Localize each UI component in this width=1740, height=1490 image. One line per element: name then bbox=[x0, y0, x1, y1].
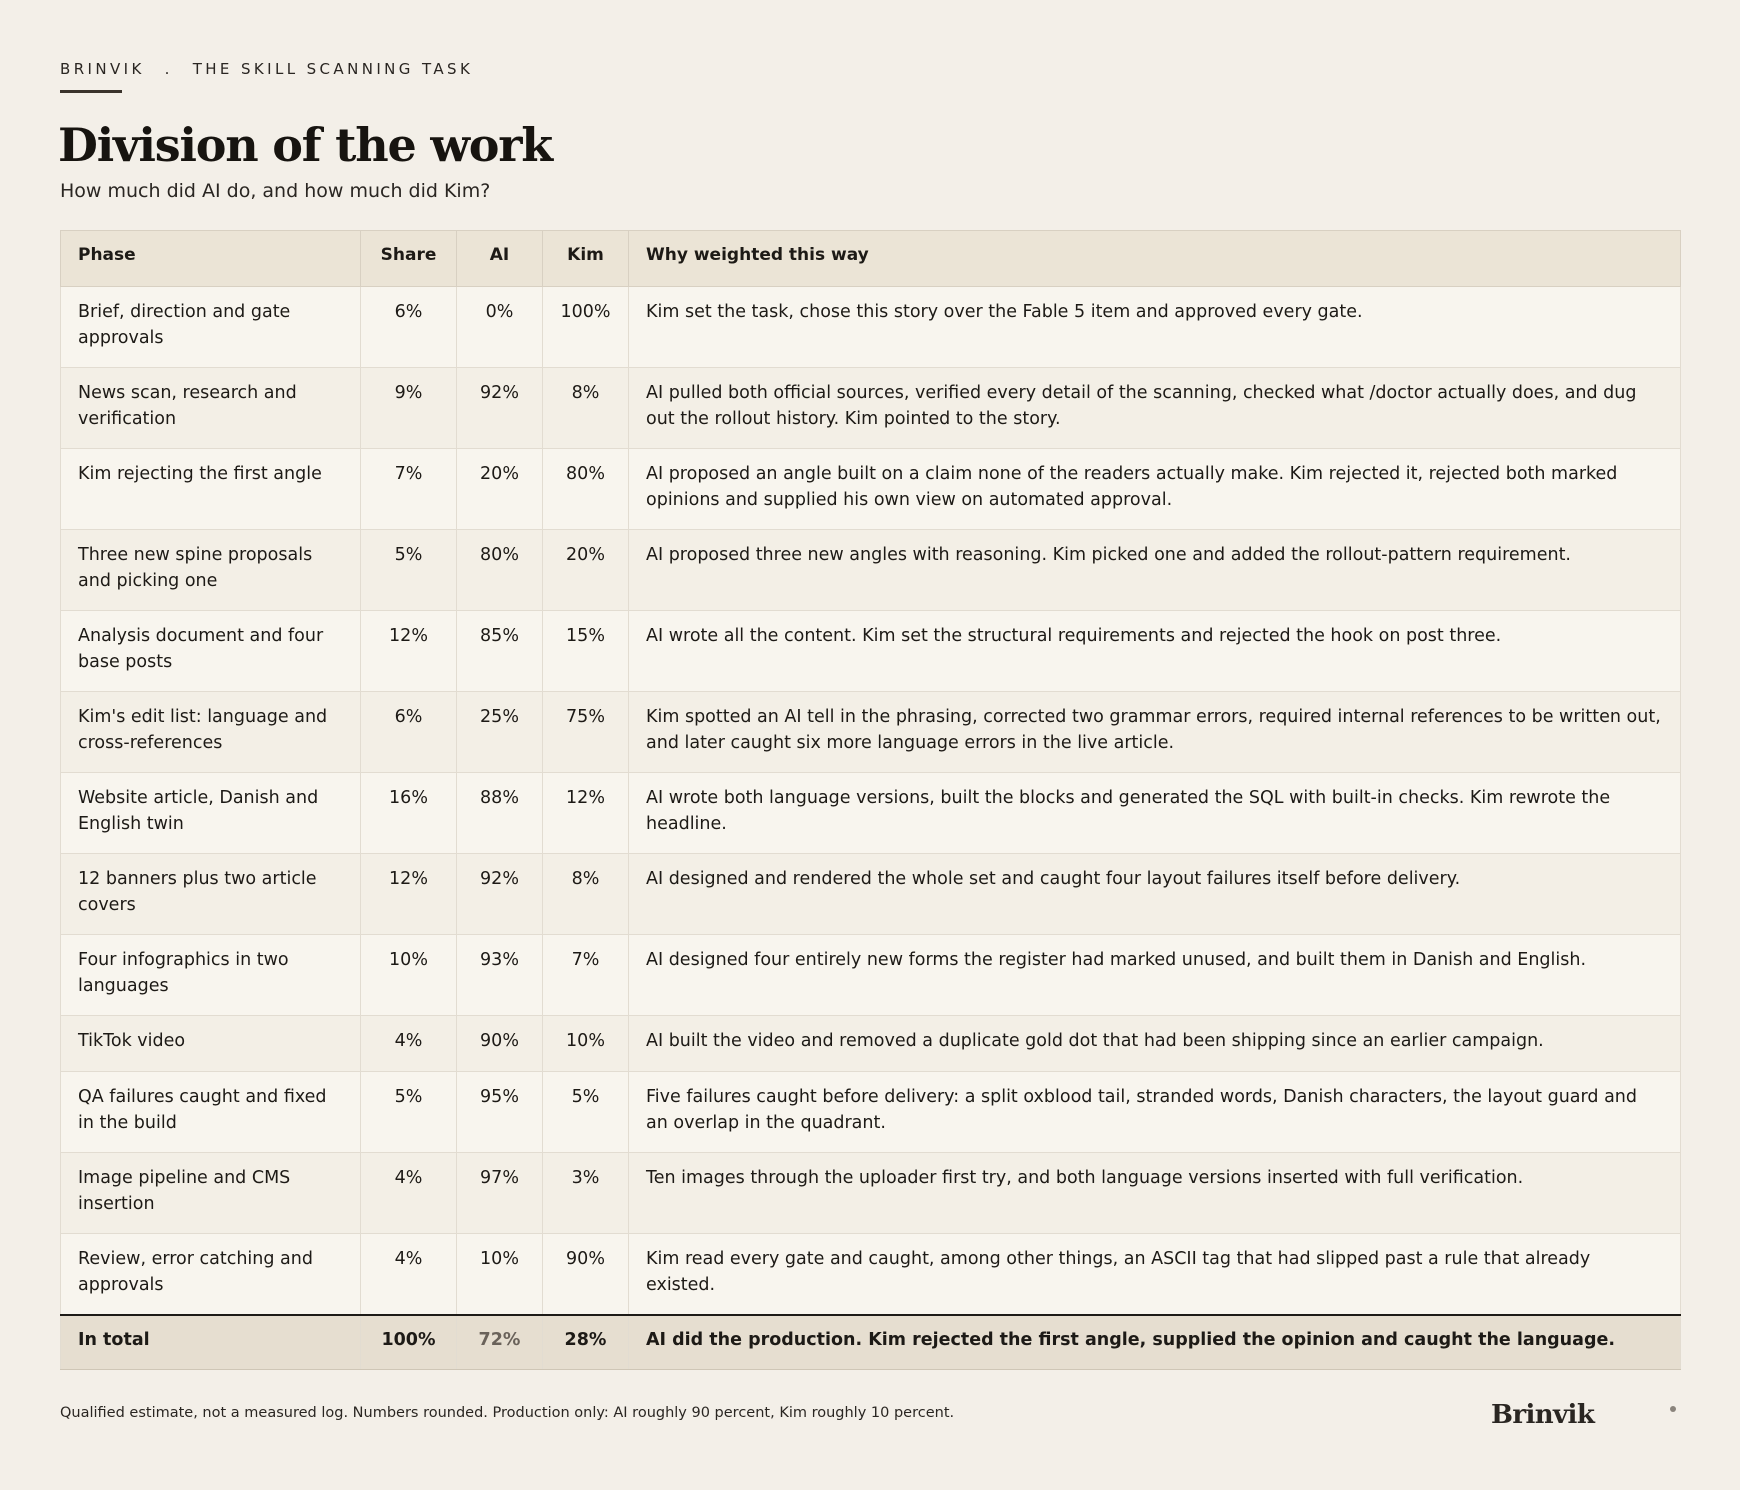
cell-phase: Website article, Danish and English twin bbox=[61, 773, 361, 854]
cell-ai: 92% bbox=[457, 854, 543, 935]
cell-ai: 10% bbox=[457, 1234, 543, 1315]
cell-ai: 93% bbox=[457, 935, 543, 1016]
cell-phase: Analysis document and four base posts bbox=[61, 611, 361, 692]
cell-ai: 20% bbox=[457, 449, 543, 530]
total-share: 100% bbox=[361, 1315, 457, 1370]
kicker-brand: BRINVIK bbox=[60, 60, 145, 78]
cell-kim: 8% bbox=[543, 854, 629, 935]
table-row bbox=[61, 1072, 1681, 1153]
table-row bbox=[61, 935, 1681, 1016]
cell-share: 5% bbox=[361, 530, 457, 611]
cell-share: 10% bbox=[361, 935, 457, 1016]
page-title: Division of the work bbox=[58, 118, 552, 172]
cell-why: AI designed four entirely new forms the register had marked unused, and built them in Danish and English. bbox=[629, 935, 1681, 1016]
cell-share: 4% bbox=[361, 1234, 457, 1315]
kicker bbox=[60, 60, 473, 78]
table-row bbox=[61, 1016, 1681, 1072]
table-row bbox=[61, 692, 1681, 773]
total-row bbox=[61, 1315, 1681, 1370]
cell-ai: 92% bbox=[457, 368, 543, 449]
cell-kim: 8% bbox=[543, 368, 629, 449]
kicker-separator: . bbox=[164, 60, 173, 78]
cell-kim: 10% bbox=[543, 1016, 629, 1072]
cell-kim: 90% bbox=[543, 1234, 629, 1315]
total-why: AI did the production. Kim rejected the first angle, supplied the opinion and caught the language. bbox=[629, 1315, 1681, 1370]
cell-kim: 80% bbox=[543, 449, 629, 530]
cell-kim: 75% bbox=[543, 692, 629, 773]
cell-share: 4% bbox=[361, 1153, 457, 1234]
cell-phase: News scan, research and verification bbox=[61, 368, 361, 449]
cell-phase: Brief, direction and gate approvals bbox=[61, 287, 361, 368]
cell-kim: 100% bbox=[543, 287, 629, 368]
division-table bbox=[60, 230, 1681, 1370]
cell-ai: 95% bbox=[457, 1072, 543, 1153]
cell-ai: 0% bbox=[457, 287, 543, 368]
cell-phase: 12 banners plus two article covers bbox=[61, 854, 361, 935]
column-header-phase: Phase bbox=[61, 231, 361, 287]
table-row bbox=[61, 1234, 1681, 1315]
total-ai: 72% bbox=[457, 1315, 543, 1370]
corner-dot bbox=[1670, 1406, 1676, 1412]
cell-ai: 80% bbox=[457, 530, 543, 611]
table-row bbox=[61, 287, 1681, 368]
cell-why: AI pulled both official sources, verified every detail of the scanning, checked what /doctor actually does, and dug out the rollout history. Kim pointed to the story. bbox=[629, 368, 1681, 449]
cell-phase: Review, error catching and approvals bbox=[61, 1234, 361, 1315]
kicker-underline bbox=[60, 90, 122, 93]
cell-why: Five failures caught before delivery: a split oxblood tail, stranded words, Danish characters, the layout guard and an overlap in the quadrant. bbox=[629, 1072, 1681, 1153]
cell-why: AI proposed an angle built on a claim none of the readers actually make. Kim rejected it, rejected both marked opinions and supplied his own view on automated approval. bbox=[629, 449, 1681, 530]
cell-phase: QA failures caught and fixed in the build bbox=[61, 1072, 361, 1153]
cell-kim: 12% bbox=[543, 773, 629, 854]
column-header-share: Share bbox=[361, 231, 457, 287]
kicker-section: THE SKILL SCANNING TASK bbox=[192, 60, 474, 78]
total-kim: 28% bbox=[543, 1315, 629, 1370]
cell-share: 7% bbox=[361, 449, 457, 530]
cell-kim: 7% bbox=[543, 935, 629, 1016]
cell-why: Kim read every gate and caught, among other things, an ASCII tag that had slipped past a rule that already existed. bbox=[629, 1234, 1681, 1315]
table-row bbox=[61, 1153, 1681, 1234]
cell-why: Ten images through the uploader first try, and both language versions inserted with full verification. bbox=[629, 1153, 1681, 1234]
cell-ai: 97% bbox=[457, 1153, 543, 1234]
cell-share: 4% bbox=[361, 1016, 457, 1072]
cell-phase: TikTok video bbox=[61, 1016, 361, 1072]
cell-why: AI proposed three new angles with reasoning. Kim picked one and added the rollout-pattern requirement. bbox=[629, 530, 1681, 611]
cell-why: AI designed and rendered the whole set and caught four layout failures itself before delivery. bbox=[629, 854, 1681, 935]
table-row bbox=[61, 611, 1681, 692]
cell-share: 9% bbox=[361, 368, 457, 449]
cell-why: Kim spotted an AI tell in the phrasing, corrected two grammar errors, required internal references to be written out, and later caught six more language errors in the live article. bbox=[629, 692, 1681, 773]
table-header-row bbox=[61, 231, 1681, 287]
cell-kim: 20% bbox=[543, 530, 629, 611]
footnote: Qualified estimate, not a measured log. Numbers rounded. Production only: AI roughly 90 percent, Kim roughly 10 percent. bbox=[60, 1405, 955, 1421]
page-subtitle: How much did AI do, and how much did Kim? bbox=[60, 180, 491, 202]
cell-phase: Kim rejecting the first angle bbox=[61, 449, 361, 530]
cell-kim: 15% bbox=[543, 611, 629, 692]
cell-share: 6% bbox=[361, 692, 457, 773]
table-row bbox=[61, 449, 1681, 530]
total-phase: In total bbox=[61, 1315, 361, 1370]
cell-phase: Kim's edit list: language and cross-references bbox=[61, 692, 361, 773]
table-row bbox=[61, 368, 1681, 449]
table-row bbox=[61, 854, 1681, 935]
cell-ai: 85% bbox=[457, 611, 543, 692]
table-row bbox=[61, 530, 1681, 611]
cell-phase: Three new spine proposals and picking one bbox=[61, 530, 361, 611]
cell-phase: Image pipeline and CMS insertion bbox=[61, 1153, 361, 1234]
cell-why: AI built the video and removed a duplicate gold dot that had been shipping since an earlier campaign. bbox=[629, 1016, 1681, 1072]
cell-share: 12% bbox=[361, 854, 457, 935]
cell-ai: 25% bbox=[457, 692, 543, 773]
cell-share: 16% bbox=[361, 773, 457, 854]
cell-kim: 3% bbox=[543, 1153, 629, 1234]
cell-ai: 88% bbox=[457, 773, 543, 854]
cell-kim: 5% bbox=[543, 1072, 629, 1153]
table-row bbox=[61, 773, 1681, 854]
column-header-ai: AI bbox=[457, 231, 543, 287]
cell-share: 12% bbox=[361, 611, 457, 692]
cell-phase: Four infographics in two languages bbox=[61, 935, 361, 1016]
cell-why: AI wrote all the content. Kim set the structural requirements and rejected the hook on post three. bbox=[629, 611, 1681, 692]
cell-why: Kim set the task, chose this story over the Fable 5 item and approved every gate. bbox=[629, 287, 1681, 368]
cell-share: 6% bbox=[361, 287, 457, 368]
cell-ai: 90% bbox=[457, 1016, 543, 1072]
column-header-why: Why weighted this way bbox=[629, 231, 1681, 287]
cell-why: AI wrote both language versions, built the blocks and generated the SQL with built-in checks. Kim rewrote the headline. bbox=[629, 773, 1681, 854]
column-header-kim: Kim bbox=[543, 231, 629, 287]
brand-logo: Brinvik bbox=[1491, 1400, 1595, 1430]
cell-share: 5% bbox=[361, 1072, 457, 1153]
